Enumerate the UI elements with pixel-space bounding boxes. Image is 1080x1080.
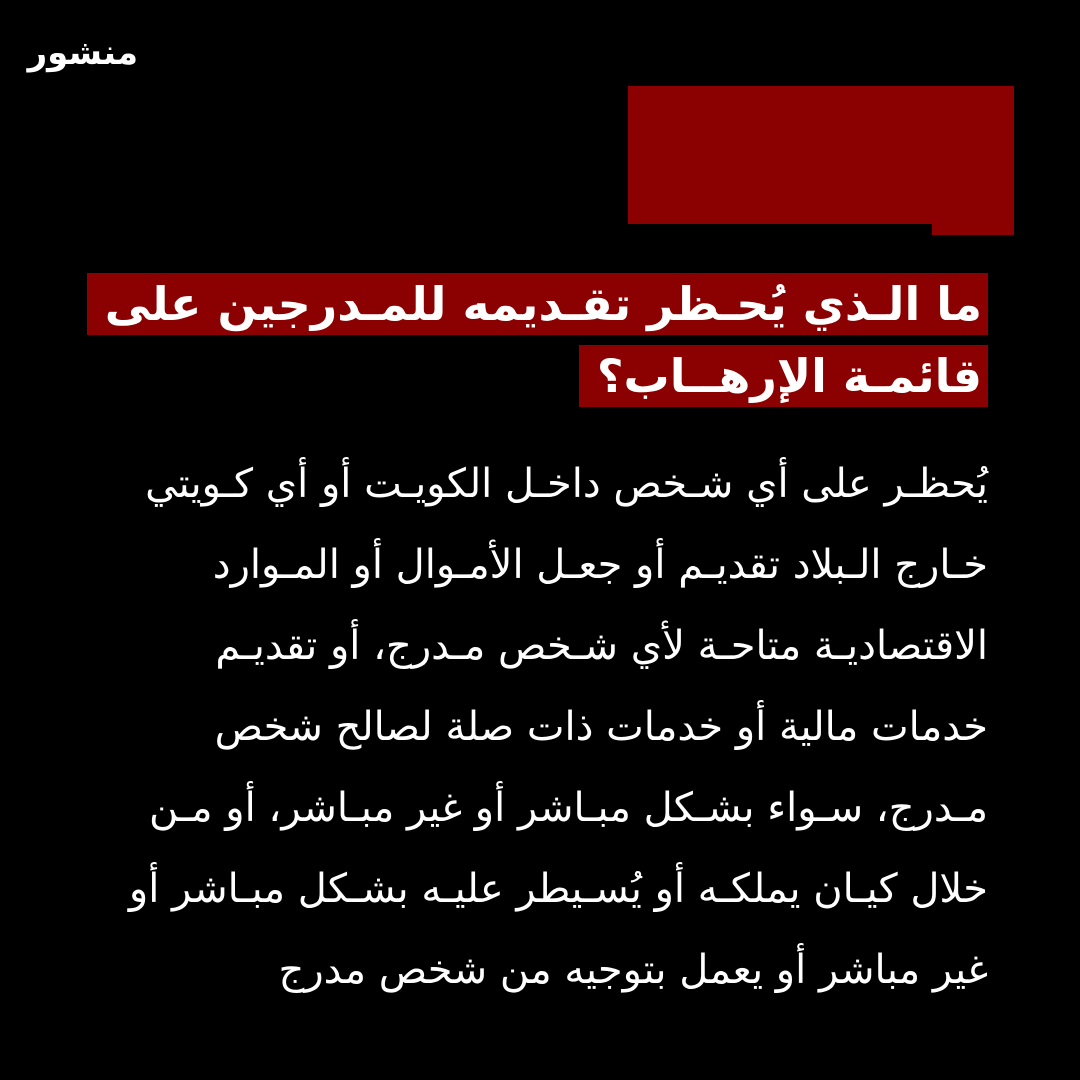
body-line-2: خـارج الـبلاد تقديـم أو جعـل الأمـوال أو المـوارد	[212, 542, 988, 588]
body-line-7: غير مباشر أو يعمل بتوجيه من شخص مدرج	[278, 947, 988, 993]
headline-row-2	[88, 340, 988, 412]
body-line-1: يُحظـر على أي شـخص داخـل الكويـت أو أي كـويتي	[145, 461, 988, 507]
headline-line-2: قائمـة الإرهــاب؟	[579, 345, 988, 407]
body-paragraph	[58, 444, 988, 1011]
headline	[88, 268, 988, 412]
body-line-4: خدمات مالية أو خدمات ذات صلة لصالح شخص	[214, 704, 988, 750]
headline-row-1	[88, 268, 988, 340]
decorative-red-block	[628, 86, 1014, 224]
body-line-5: مـدرج، سـواء بشـكل مبـاشر أو غير مبـاشر، أو مـن	[148, 785, 988, 831]
body-line-3: الاقتصاديـة متاحـة لأي شـخص مـدرج، أو تقديـم	[215, 623, 988, 669]
headline-line-1: ما الـذي يُحـظر تقـديمه للمـدرجين على	[87, 273, 988, 335]
decorative-red-block-tab	[932, 224, 1014, 235]
brand-logo: منشور	[27, 33, 138, 73]
body-line-6: خلال كيـان يملكـه أو يُسـيطر عليـه بشـكل مبـاشر أو	[128, 866, 988, 912]
